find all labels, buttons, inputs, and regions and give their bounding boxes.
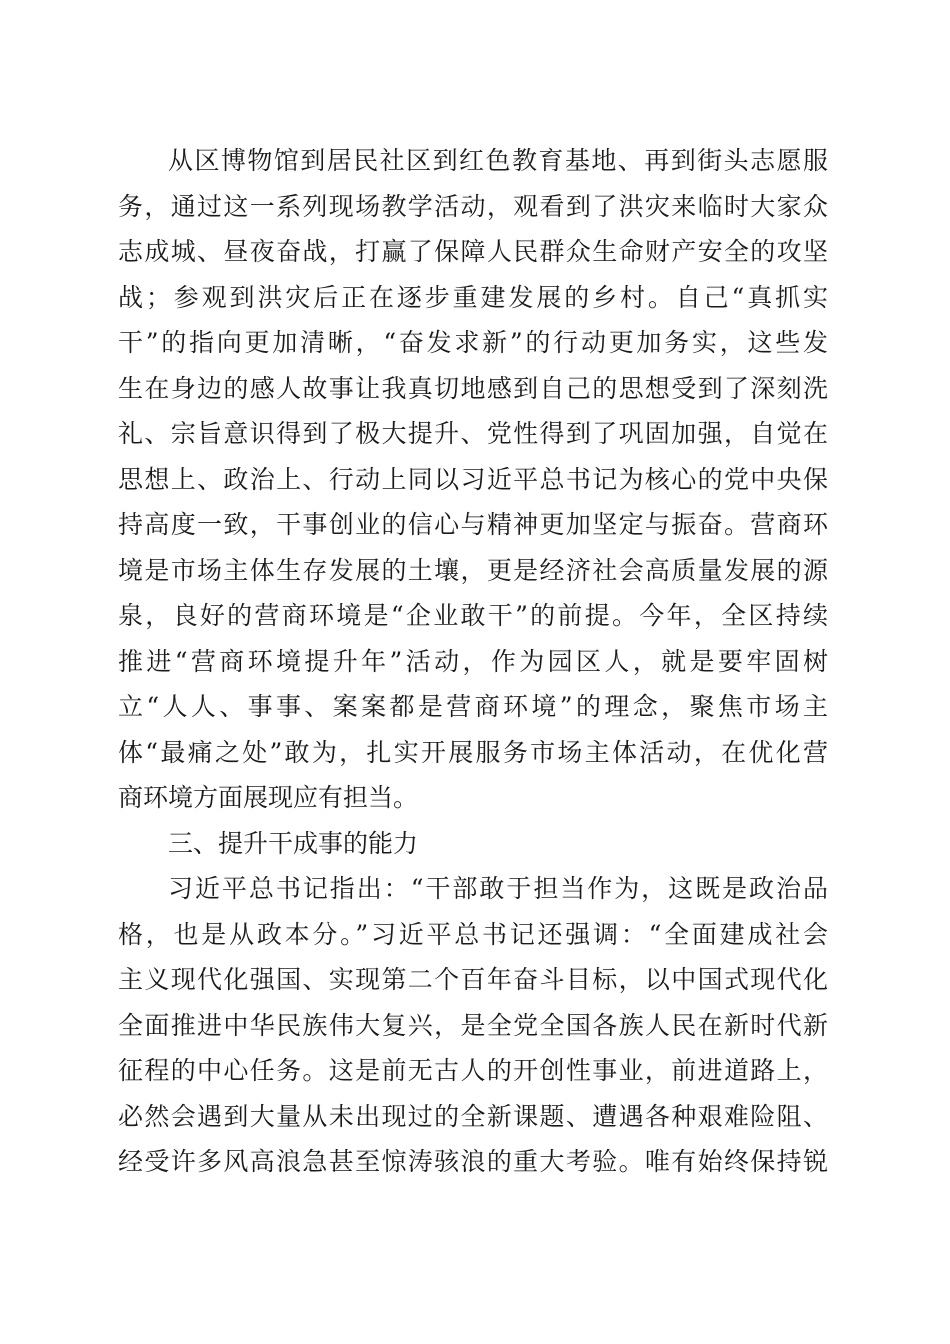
paragraph-1 xyxy=(118,138,828,1185)
paragraph-line: 干”的指向更加清晰，“奋发求新”的行动更加务实，这些发 xyxy=(118,328,828,357)
paragraph-line: 商环境方面展现应有担当。 xyxy=(118,783,419,812)
section-heading: 三、提升干成事的能力 xyxy=(168,828,419,858)
paragraph-line: 推进“营商环境提升年”活动，作为园区人，就是要牢固树 xyxy=(118,646,828,676)
paragraph-line: 志成城、昼夜奋战，打赢了保障人民群众生命财产安全的攻坚 xyxy=(118,237,828,266)
paragraph-line: 战；参观到洪灾后正在逐步重建发展的乡村。自己“真抓实 xyxy=(118,282,828,312)
paragraph-line: 必然会遇到大量从未出现过的全新课题、遭遇各种艰难险阻、 xyxy=(118,1101,828,1131)
paragraph-line: 从区博物馆到居民社区到红色教育基地、再到街头志愿服 xyxy=(168,146,828,175)
paragraph-line: 格，也是从政本分。”习近平总书记还强调：“全面建成社会 xyxy=(118,919,828,949)
paragraph-line: 习近平总书记指出：“干部敢于担当作为，这既是政治品 xyxy=(168,874,828,903)
paragraph-line: 主义现代化强国、实现第二个百年奋斗目标，以中国式现代化 xyxy=(118,965,828,994)
paragraph-line: 征程的中心任务。这是前无古人的开创性事业，前进道路上， xyxy=(118,1056,828,1085)
paragraph-line: 体“最痛之处”敢为，扎实开展服务市场主体活动，在优化营 xyxy=(118,737,828,767)
paragraph-line: 经受许多风高浪急甚至惊涛骇浪的重大考验。唯有始终保持锐 xyxy=(118,1147,828,1176)
paragraph-line: 境是市场主体生存发展的土壤，更是经济社会高质量发展的源 xyxy=(118,555,828,585)
paragraph-line: 全面推进中华民族伟大复兴，是全党全国各族人民在新时代新 xyxy=(118,1010,828,1040)
paragraph-line: 生在身边的感人故事让我真切地感到自己的思想受到了深刻洗 xyxy=(118,373,828,403)
paragraph-line: 礼、宗旨意识得到了极大提升、党性得到了巩固加强，自觉在 xyxy=(118,419,828,448)
paragraph-line: 持高度一致，干事创业的信心与精神更加坚定与振奋。营商环 xyxy=(118,510,828,539)
paragraph-line: 思想上、政治上、行动上同以习近平总书记为核心的党中央保 xyxy=(118,464,828,494)
paragraph-line: 立“人人、事事、案案都是营商环境”的理念，聚焦市场主 xyxy=(118,692,828,721)
paragraph-line: 务，通过这一系列现场教学活动，观看到了洪灾来临时大家众 xyxy=(118,191,828,221)
paragraph-line: 泉，良好的营商环境是“企业敢干”的前提。今年，全区持续 xyxy=(118,601,828,630)
